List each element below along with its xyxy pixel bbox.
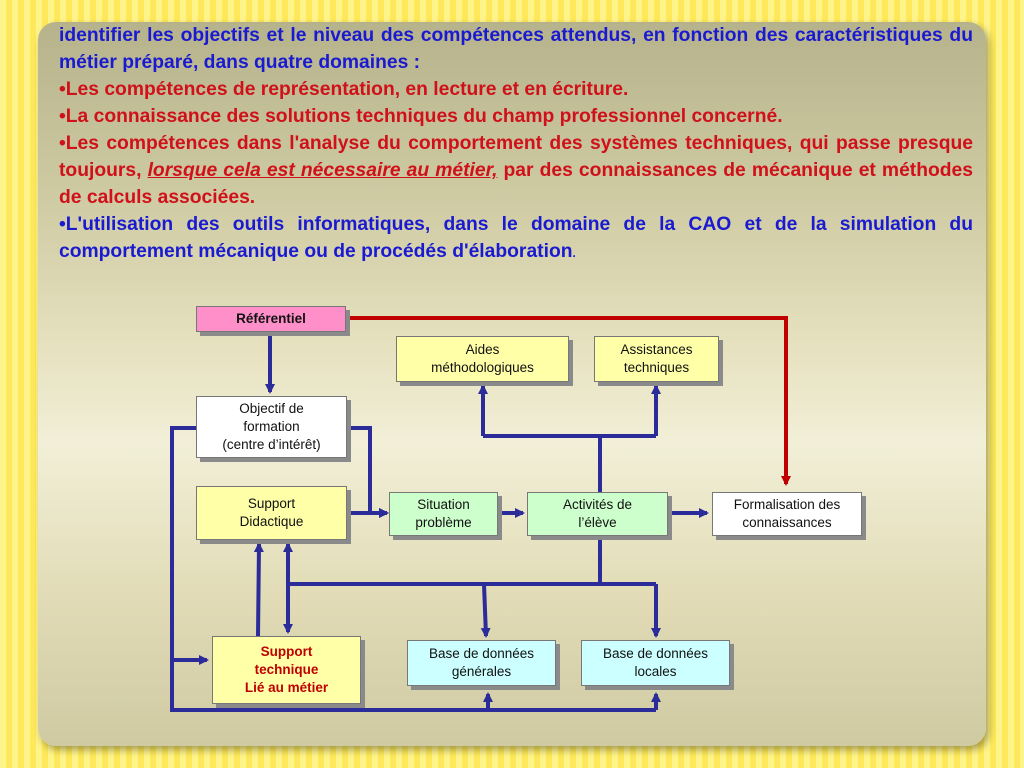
bullet3-text-b: par des connaissances de mécanique et méthodes de calculs associées. [59,160,973,208]
objectif-label: Objectif de formation (centre d’intérêt) [222,401,321,452]
box-situation-probleme [389,492,498,536]
formalisation-label: Formalisation des connaissances [733,497,841,530]
bullet4-end: . [572,246,576,260]
referentiel-label: Référentiel [236,311,306,326]
bullet3-text-a: •Les compétences dans l'analyse du comportement des systèmes techniques, qui passe presque toujours, [59,133,973,181]
box-assistances-techniques [594,336,719,382]
bullet-solutions-techniques: •La connaissance des solutions techniques du champ professionnel concerné. [59,106,783,127]
bdd-locales-label: Base de données locales [602,646,709,679]
box-activites-eleve [527,492,668,536]
situation-label: Situation problème [415,497,472,530]
box-bdd-locales [581,640,730,686]
connector-to-aides [483,386,656,436]
connector-bus-to-bdd-gen [484,584,486,636]
aides-label: Aides méthodologiques [431,342,534,375]
box-support-technique [212,636,361,704]
assistances-label: Assistances techniques [620,342,693,375]
intro-paragraph: identifier les objectifs et le niveau des compétences attendus, en fonction des caractéristiques du métier préparé, dans quatre domaines : [59,25,973,73]
box-support-didactique [196,486,347,540]
connector-technique-didactique [258,544,259,636]
box-objectif-formation [196,396,347,458]
box-bdd-generales [407,640,556,686]
bullet3-emphasis: lorsque cela est nécessaire au métier, [147,160,498,181]
connector-objectif-situation [347,428,387,513]
bullet4-text: •L'utilisation des outils informatiques, dans le domaine de la CAO et de la simulation du comportement mécanique ou de procédés d'élaboration [59,214,973,262]
bdd-generales-label: Base de données générales [428,646,535,679]
box-formalisation [712,492,862,536]
box-referentiel [196,306,346,332]
bullet-representation: •Les compétences de représentation, en lecture et en écriture. [59,79,629,100]
support-didactique-label: Support Didactique [239,496,304,529]
activites-label: Activités de l’élève [562,497,633,530]
connector-left-loop [172,428,207,660]
support-technique-label: Support technique Lié au métier [244,644,329,695]
box-aides-methodologiques [396,336,569,382]
